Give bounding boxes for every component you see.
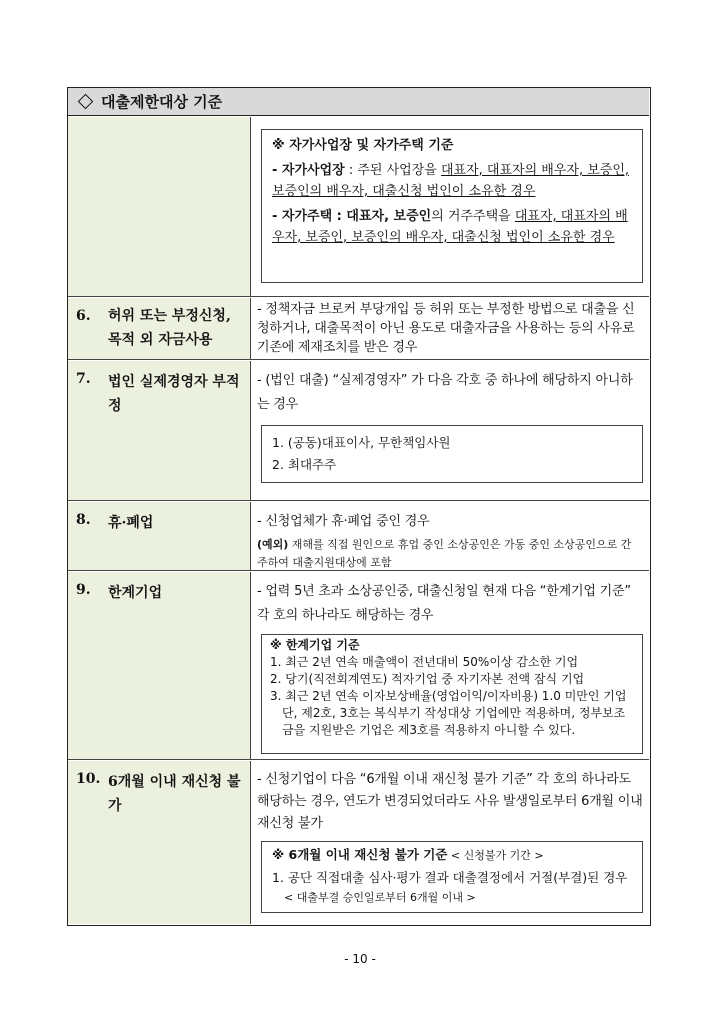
footnote: 단, 제2호, 3호는 복식부기 작성대상 기업에만 적용하며, 정부보조금을 지원받은 기업은 제3호를 적용하지 아니할 수 있다. [282, 706, 626, 737]
row-title: 법인 실제경영자 부적정 [108, 374, 240, 414]
page-number: - 10 - [344, 952, 376, 966]
own-property-criteria-box [261, 129, 643, 283]
table-header [68, 88, 649, 116]
row-title: 허위 또는 부정신청, 목적 외 자금사용 [108, 308, 231, 348]
row-description: - 신청기업이 다음 “6개월 이내 재신청 불가 기준” 각 호의 하나라도 해당하는 경우, 연도가 변경되었더라도 사유 발생일로부터 6개월 이내 재신청 불가 [257, 772, 643, 831]
exception-note: (예외) 재해를 직접 원인으로 휴업 중인 소상공인은 가동 중인 소상공인으로 간주하여 대출지원대상에 포함 [257, 538, 632, 569]
list-item: 2. 최대주주 [272, 457, 337, 472]
own-house-item: - 자가주택 : 대표자, 보증인의 거주주택을 대표자, 대표자의 배우자, 보증인, 보증인의 배우자, 대출신청 법인이 소유한 경우 [272, 209, 628, 245]
row-description: - 정책자금 브로커 부당개입 등 허위 또는 부정한 방법으로 대출을 신청하거나, 대출목적이 아닌 용도로 대출자금을 사용하는 등의 사유로 기존에 제재조치를 받은 경우 [257, 302, 635, 355]
ceo-criteria-box [261, 425, 643, 483]
row-number: 8. [76, 512, 91, 528]
table-row [68, 761, 649, 924]
period-note: < 대출부결 승인일로부터 6개월 이내 > [284, 891, 476, 904]
box-title: ※ 자가사업장 및 자가주택 기준 [272, 138, 454, 153]
table-row [68, 298, 649, 360]
row-number: 6. [76, 308, 91, 324]
own-business-item: - 자가사업장 : 주된 사업장을 대표자, 대표자의 배우자, 보증인, 보증인의 배우자, 대출신청 법인이 소유한 경우 [272, 163, 630, 199]
row-title: 6개월 이내 재신청 불가 [108, 774, 241, 814]
box-title: ※ 한계기업 기준 [270, 638, 360, 652]
table-row [68, 117, 649, 297]
row-description: - 업력 5년 초과 소상공인중, 대출신청일 현재 다음 “한계기업 기준” 각 호의 하나라도 해당하는 경우 [257, 584, 631, 623]
loan-restriction-table [67, 87, 651, 926]
table-row [68, 361, 649, 501]
list-item: 2. 당기(직전회계연도) 적자기업 중 자기자본 전액 잠식 기업 [270, 672, 585, 686]
row-number: 10. [76, 771, 101, 787]
row-description: - (법인 대출) “실제경영자” 가 다음 각호 중 하나에 해당하지 아니하는 경우 [257, 373, 633, 412]
table-row [68, 502, 649, 571]
row-description: - 신청업체가 휴·폐업 중인 경우 [257, 514, 430, 529]
list-item: 1. 공단 직접대출 심사·평가 결과 대출결정에서 거절(부결)된 경우 [272, 870, 628, 885]
box-title: ※ 6개월 이내 재신청 불가 기준 < 신청불가 기간 > [272, 847, 544, 862]
list-item: 3. 최근 2년 연속 이자보상배율(영업이익/이자비용) 1.0 미만인 기업 [270, 689, 627, 703]
list-item: 1. (공동)대표이사, 무한책임사원 [272, 435, 451, 450]
row-title: 한계기업 [108, 585, 163, 601]
marginal-company-criteria-box [261, 634, 643, 754]
row-title: 휴·폐업 [108, 515, 154, 531]
list-item: 1. 최근 2년 연속 매출액이 전년대비 50%이상 감소한 기업 [270, 655, 579, 669]
diamond-icon [78, 94, 94, 110]
reapplication-criteria-box [261, 841, 643, 913]
row-number: 7. [76, 371, 91, 387]
header-title: 대출제한대상 기준 [101, 93, 223, 111]
row-number: 9. [76, 582, 91, 598]
table-row [68, 572, 649, 760]
